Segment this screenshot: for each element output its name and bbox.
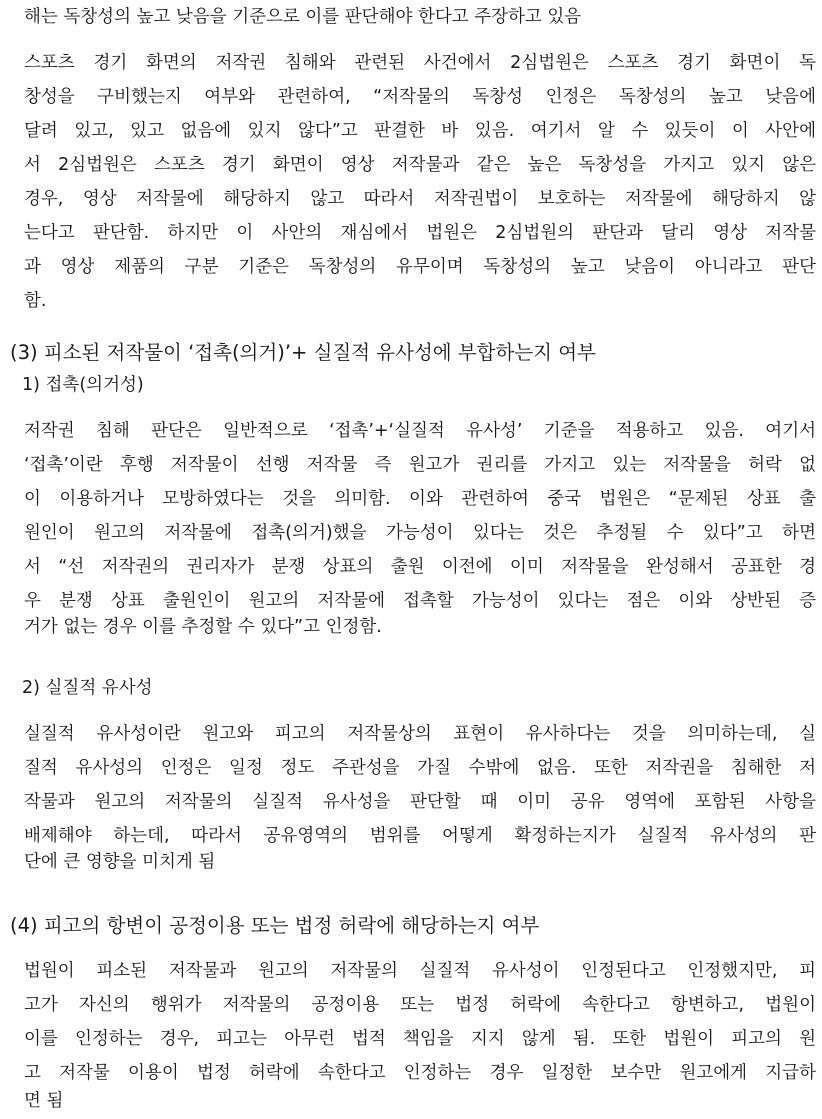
paragraph-line: 원인이 원고의 저작물에 접촉(의거)했을 가능성이 있다는 것은 추정될 수 있다”고 하면: [24, 523, 816, 543]
paragraph-line: 우 분쟁 상표 출원인이 원고의 저작물에 접촉할 가능성이 있다는 점은 이와 상반된 증: [24, 591, 816, 611]
paragraph-line: 는다고 판단함. 하지만 이 사안의 재심에서 법원은 2심법원의 판단과 달리 영상 저작물: [24, 223, 816, 243]
paragraph-line: 저작권 침해 판단은 일반적으로 ‘접촉’+‘실질적 유사성’ 기준을 적용하고 있음. 여기서: [24, 421, 816, 441]
section-4-heading: (4) 피고의 항변이 공정이용 또는 법정 허락에 해당하는지 여부: [10, 914, 540, 937]
paragraph-line: 작물과 원고의 저작물의 실질적 유사성을 판단할 때 이미 공유 영역에 포함된 사항을: [24, 792, 816, 812]
paragraph-line: 단에 큰 영향을 미치게 됨: [24, 852, 216, 872]
paragraph-line: 배제해야 하는데, 따라서 공유영역의 범위를 어떻게 확정하는지가 실질적 유사성의 판: [24, 826, 816, 846]
intro-line: 해는 독창성의 높고 낮음을 기준으로 이를 판단해야 한다고 주장하고 있음: [24, 7, 582, 27]
subsection-1-heading: 1) 접촉(의거성): [22, 375, 144, 395]
section-3-heading: (3) 피소된 저작물이 ‘접촉(의거)’+ 실질적 유사성에 부합하는지 여부: [10, 341, 596, 364]
paragraph-line: 고가 자신의 행위가 저작물의 공정이용 또는 법정 허락에 속한다고 항변하고, 법원이: [24, 995, 816, 1015]
paragraph-line: 고 저작물 이용이 법정 허락에 속한다고 인정하는 경우 일정한 보수만 원고에게 지급하: [24, 1063, 816, 1083]
paragraph-line: 창성을 구비했는지 여부와 관련하여, “저작물의 독창성 인정은 독창성의 높고 낮음에: [24, 87, 816, 107]
paragraph-line: 면 됨: [24, 1091, 64, 1111]
paragraph-line: 이를 인정하는 경우, 피고는 아무런 법적 책임을 지지 않게 됨. 또한 법원이 피고의 원: [24, 1029, 816, 1049]
paragraph-line: 법원이 피소된 저작물과 원고의 저작물의 실질적 유사성이 인정된다고 인정했지만, 피: [24, 961, 816, 981]
paragraph-line: 서 “선 저작권의 권리자가 분쟁 상표의 출원 이전에 이미 저작물을 완성해서 공표한 경: [24, 557, 816, 577]
paragraph-line: 과 영상 제품의 구분 기준은 독창성의 유무이며 독창성의 높고 낮음이 아니라고 판단: [24, 257, 816, 277]
paragraph-line: ‘접촉’이란 후행 저작물이 선행 저작물 즉 원고가 권리를 가지고 있는 저작물을 허락 없: [24, 455, 816, 475]
paragraph-line: 함.: [24, 291, 47, 311]
subsection-2-heading: 2) 실질적 유사성: [22, 678, 153, 698]
paragraph-line: 거가 없는 경우 이를 추정할 수 있다”고 인정함.: [24, 617, 382, 637]
paragraph-line: 스포츠 경기 화면의 저작권 침해와 관련된 사건에서 2심법원은 스포츠 경기 화면이 독: [24, 53, 816, 73]
paragraph-line: 실질적 유사성이란 원고와 피고의 저작물상의 표현이 유사하다는 것을 의미하는데, 실: [24, 724, 816, 744]
paragraph-line: 질적 유사성의 인정은 일정 정도 주관성을 가질 수밖에 없음. 또한 저작권을 침해한 저: [24, 758, 816, 778]
paragraph-line: 달려 있고, 있고 없음에 있지 않다”고 판결한 바 있음. 여기서 알 수 있듯이 이 사안에: [24, 121, 816, 141]
paragraph-line: 서 2심법원은 스포츠 경기 화면이 영상 저작물과 같은 높은 독창성을 가지고 있지 않은: [24, 155, 816, 175]
paragraph-line: 경우, 영상 저작물에 해당하지 않고 따라서 저작권법이 보호하는 저작물에 해당하지 않: [24, 189, 816, 209]
paragraph-line: 이 이용하거나 모방하였다는 것을 의미함. 이와 관련하여 중국 법원은 “문제된 상표 출: [24, 489, 816, 509]
